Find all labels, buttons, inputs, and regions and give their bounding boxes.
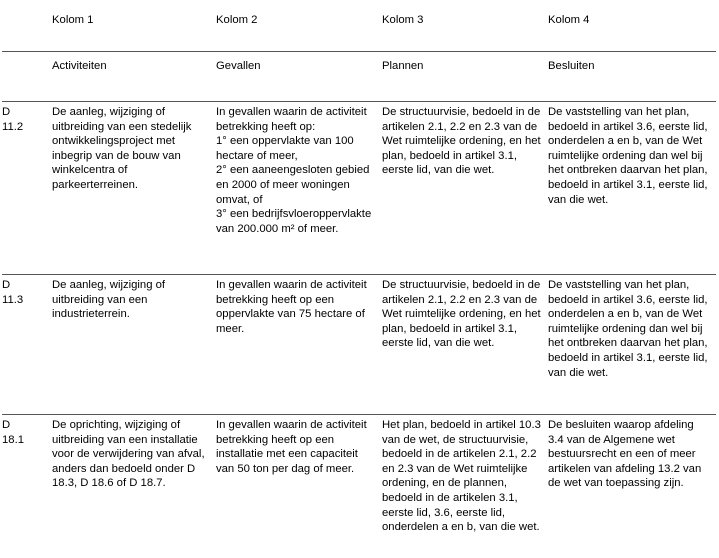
cell-gevallen: In gevallen waarin de activiteit betrekking heeft op een installatie met een capaciteit van 50 ton per dag of meer. bbox=[216, 415, 382, 558]
header-kolom-3: Kolom 3 bbox=[382, 0, 548, 52]
table-row bbox=[2, 102, 716, 275]
cell-activiteiten: De aanleg, wijziging of uitbreiding van een stedelijk ontwikkelingsproject met inbegrip van de bouw van winkelcentra of parkeerterreinen. bbox=[52, 102, 216, 275]
cell-gevallen: In gevallen waarin de activiteit betrekking heeft op een oppervlakte van 75 hectare of meer. bbox=[216, 275, 382, 415]
cell-gevallen: In gevallen waarin de activiteit betrekking heeft op: 1° een oppervlakte van 100 hectare of meer, 2° een aaneengesloten gebied en 2000 of meer woningen omvat, of 3° een bedrijfsvloeroppervlakte van 200.000 m² of meer. bbox=[216, 102, 382, 275]
regulation-table bbox=[2, 0, 716, 558]
cell-besluiten: De vaststelling van het plan, bedoeld in artikel 3.6, eerste lid, onderdelen a en b, van de Wet ruimtelijke ordening dan wel bij het ontbreken daarvan het plan, bedoeld in artikel 3.1, eerste lid, van die wet. bbox=[548, 102, 716, 275]
subheader-blank bbox=[2, 52, 52, 102]
table-row bbox=[2, 275, 716, 415]
cell-plannen: De structuurvisie, bedoeld in de artikelen 2.1, 2.2 en 2.3 van de Wet ruimtelijke ordening, en het plan, bedoeld in artikel 3.1, eerste lid, van die wet. bbox=[382, 275, 548, 415]
subheader-activiteiten: Activiteiten bbox=[52, 52, 216, 102]
row-code: D 18.1 bbox=[2, 415, 52, 558]
subheader-besluiten: Besluiten bbox=[548, 52, 716, 102]
cell-activiteiten: De aanleg, wijziging of uitbreiding van een industrieterrein. bbox=[52, 275, 216, 415]
cell-besluiten: De besluiten waarop afdeling 3.4 van de Algemene wet bestuursrecht en een of meer artikelen van afdeling 13.2 van de wet van toepassing zijn. bbox=[548, 415, 716, 558]
header-blank bbox=[2, 0, 52, 52]
subheader-row bbox=[2, 52, 716, 102]
column-header-row bbox=[2, 0, 716, 52]
subheader-gevallen: Gevallen bbox=[216, 52, 382, 102]
cell-besluiten: De vaststelling van het plan, bedoeld in artikel 3.6, eerste lid, onderdelen a en b, van de Wet ruimtelijke ordening dan wel bij het ontbreken daarvan het plan, bedoeld in artikel 3.1, eerste lid, van die wet. bbox=[548, 275, 716, 415]
subheader-plannen: Plannen bbox=[382, 52, 548, 102]
cell-plannen: De structuurvisie, bedoeld in de artikelen 2.1, 2.2 en 2.3 van de Wet ruimtelijke ordening, en het plan, bedoeld in artikel 3.1, eerste lid, van die wet. bbox=[382, 102, 548, 275]
cell-activiteiten: De oprichting, wijziging of uitbreiding van een installatie voor de verwijdering van afval, anders dan bedoeld onder D 18.3, D 18.6 of D 18.7. bbox=[52, 415, 216, 558]
header-kolom-2: Kolom 2 bbox=[216, 0, 382, 52]
table-row bbox=[2, 415, 716, 558]
cell-plannen: Het plan, bedoeld in artikel 10.3 van de wet, de structuurvisie, bedoeld in de artikelen 2.1, 2.2 en 2.3 van de Wet ruimtelijke ordening, en de plannen, bedoeld in de artikelen 3.1, eerste lid, 3.6, eerste lid, onderdelen a en b, van die wet. bbox=[382, 415, 548, 558]
row-code: D 11.3 bbox=[2, 275, 52, 415]
header-kolom-4: Kolom 4 bbox=[548, 0, 716, 52]
header-kolom-1: Kolom 1 bbox=[52, 0, 216, 52]
row-code: D 11.2 bbox=[2, 102, 52, 275]
